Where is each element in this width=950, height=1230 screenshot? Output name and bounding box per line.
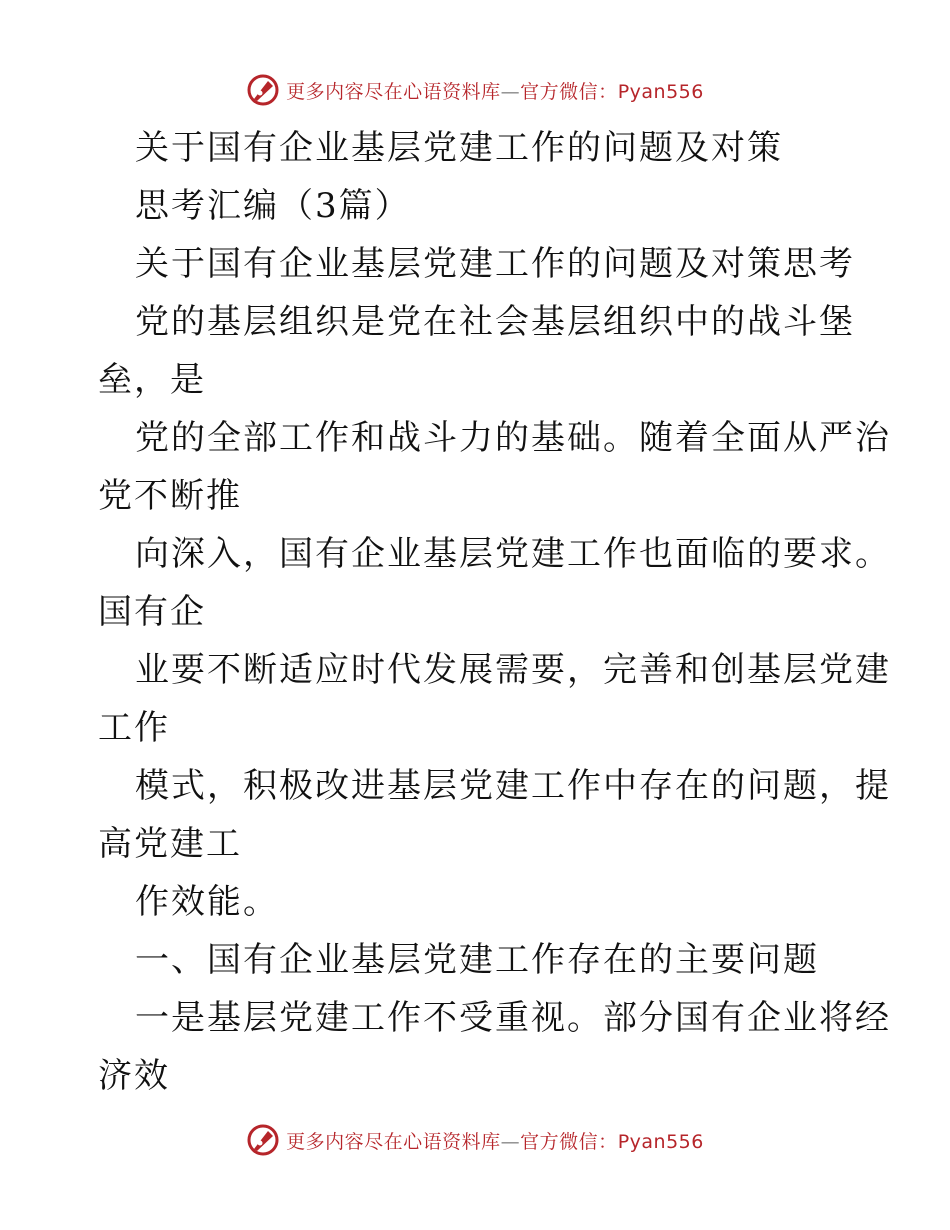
paragraph-line: 党的基层组织是党在社会基层组织中的战斗堡 xyxy=(135,302,855,342)
banner-separator: — xyxy=(500,80,521,103)
banner-slogan: 更多内容尽在心语资料库 xyxy=(286,1130,501,1153)
footer-banner xyxy=(0,1120,950,1160)
paragraph-line: 党不断推 xyxy=(98,476,242,516)
paragraph-line: 工作 xyxy=(98,708,170,748)
banner-wechat-id: Pyan556 xyxy=(617,1130,704,1153)
banner-wechat-label: 官方微信： xyxy=(520,1130,618,1153)
paragraph-line: 业要不断适应时代发展需要，完善和创基层党建 xyxy=(135,650,891,690)
paragraph-line: 模式，积极改进基层党建工作中存在的问题，提 xyxy=(135,766,891,806)
paragraph-line: 垒，是 xyxy=(98,360,206,400)
banner-text xyxy=(286,77,704,104)
paragraph-line: 高党建工 xyxy=(98,824,242,864)
banner-wechat-id: Pyan556 xyxy=(617,80,704,103)
paragraph-line: 一是基层党建工作不受重视。部分国有企业将经 xyxy=(135,998,891,1038)
pen-nib-logo-icon xyxy=(246,73,280,107)
pen-nib-logo-icon xyxy=(246,1123,280,1157)
header-banner xyxy=(0,70,950,110)
document-title-line-2: 思考汇编（3篇） xyxy=(135,186,411,226)
paragraph-line: 党的全部工作和战斗力的基础。随着全面从严治 xyxy=(135,418,891,458)
banner-separator: — xyxy=(500,1130,521,1153)
paragraph-line: 国有企 xyxy=(98,592,206,632)
banner-text xyxy=(286,1127,704,1154)
document-subtitle: 关于国有企业基层党建工作的问题及对策思考 xyxy=(135,244,855,284)
paragraph-line: 向深入，国有企业基层党建工作也面临的要求。 xyxy=(135,534,891,574)
section-heading: 一、国有企业基层党建工作存在的主要问题 xyxy=(135,940,819,980)
paragraph-line: 济效 xyxy=(98,1056,170,1096)
banner-slogan: 更多内容尽在心语资料库 xyxy=(286,80,501,103)
document-title-line-1: 关于国有企业基层党建工作的问题及对策 xyxy=(135,128,783,168)
paragraph-line: 作效能。 xyxy=(135,882,279,922)
banner-wechat-label: 官方微信： xyxy=(520,80,618,103)
